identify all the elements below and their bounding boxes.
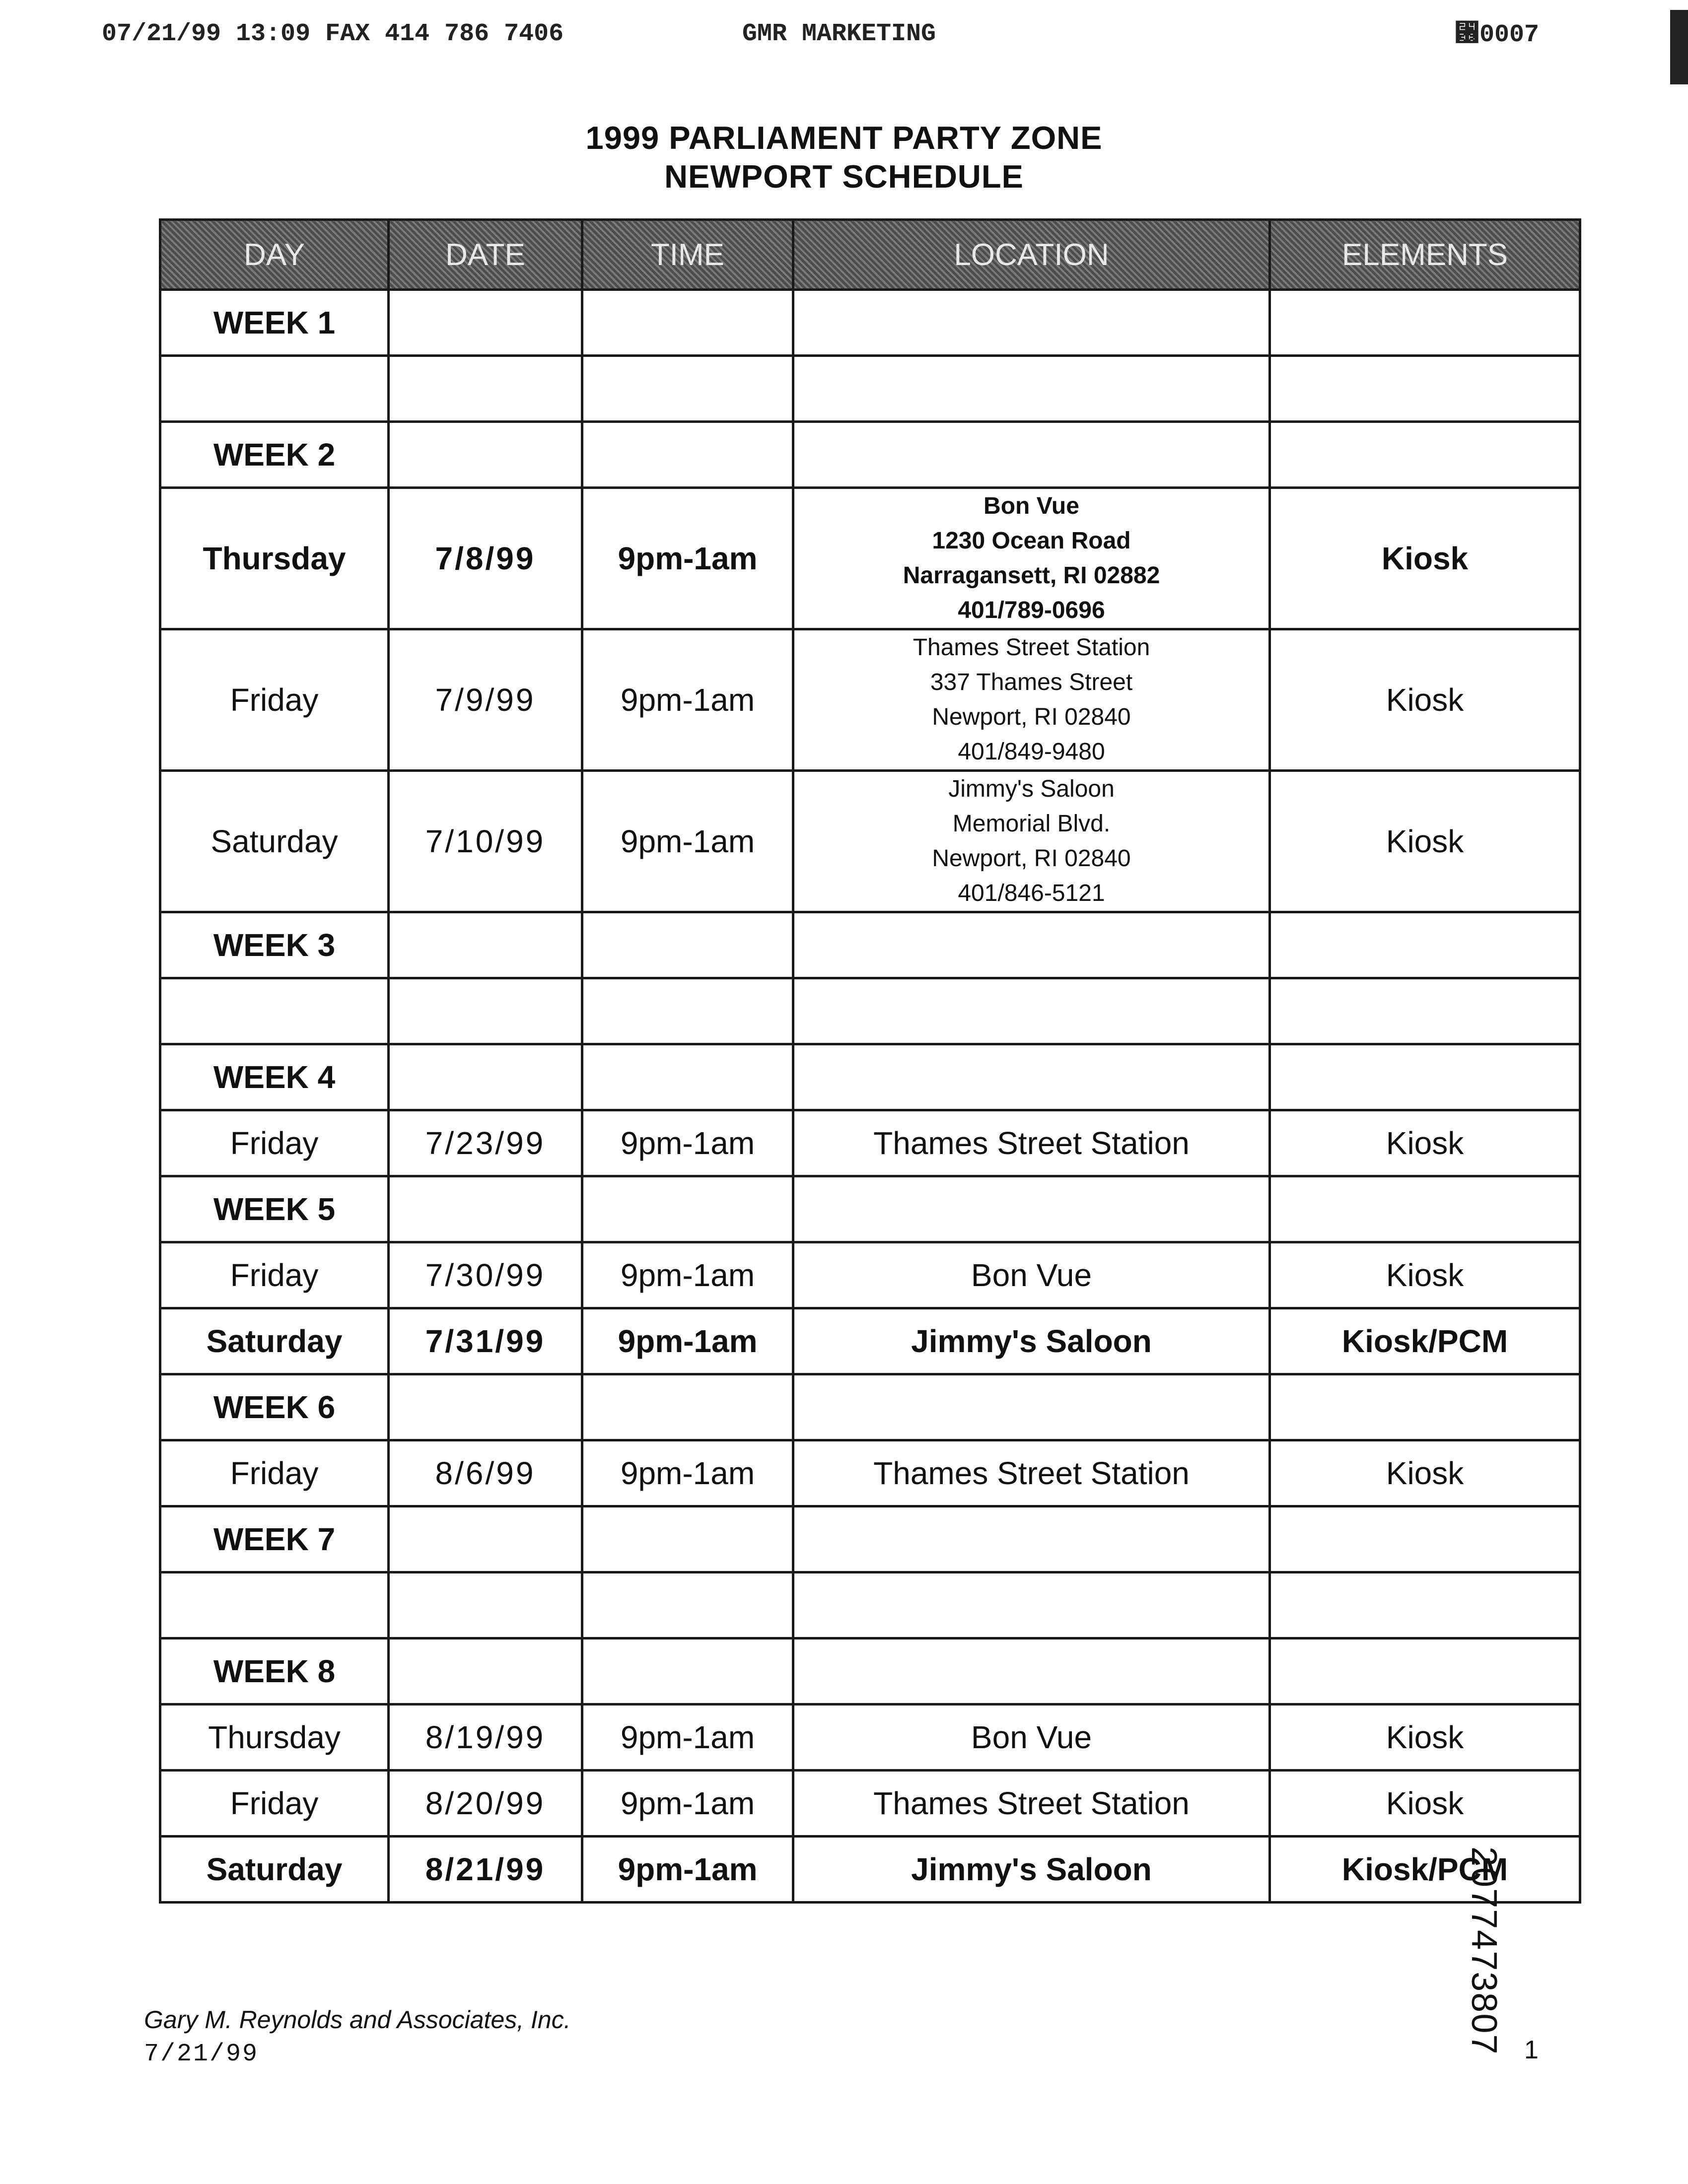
cell-time	[582, 356, 793, 422]
cell-elements: Kiosk	[1270, 771, 1580, 912]
cell-elements: Kiosk	[1270, 1440, 1580, 1506]
cell-time: 9pm-1am	[582, 1771, 793, 1837]
table-row	[160, 1308, 1580, 1374]
table-row	[160, 1705, 1580, 1771]
cell-date	[389, 356, 582, 422]
cell-elements: Kiosk	[1270, 488, 1580, 629]
cell-date	[389, 1506, 582, 1572]
cell-location	[793, 978, 1270, 1044]
cell-elements	[1270, 1374, 1580, 1440]
cell-time: 9pm-1am	[582, 488, 793, 629]
cell-date: 7/31/99	[389, 1308, 582, 1374]
cell-time	[582, 290, 793, 356]
document-subtitle: NEWPORT SCHEDULE	[664, 158, 1024, 195]
cell-day: WEEK 8	[160, 1638, 389, 1705]
cell-time	[582, 1374, 793, 1440]
cell-date	[389, 1044, 582, 1110]
cell-location	[793, 629, 1270, 771]
location-line: 337 Thames Street	[930, 669, 1133, 695]
cell-location: Thames Street Station	[793, 1440, 1270, 1506]
table-row	[160, 1638, 1580, 1705]
cell-location	[793, 1176, 1270, 1242]
cell-time: 9pm-1am	[582, 1440, 793, 1506]
cell-day: Friday	[160, 1110, 389, 1176]
location-line: Memorial Blvd.	[952, 811, 1111, 837]
cell-date: 7/23/99	[389, 1110, 582, 1176]
table-row	[160, 1572, 1580, 1638]
cell-date	[389, 978, 582, 1044]
table-row	[160, 1440, 1580, 1506]
location-line: 401/849-9480	[958, 739, 1105, 765]
cell-location	[793, 1374, 1270, 1440]
cell-date: 7/8/99	[389, 488, 582, 629]
fax-transmission-line: 07/21/99 13:09 FAX 414 786 7406	[102, 20, 564, 48]
cell-date: 7/30/99	[389, 1242, 582, 1308]
location-line: Jimmy's Saloon	[948, 776, 1115, 802]
cell-date	[389, 422, 582, 488]
cell-location	[793, 422, 1270, 488]
cell-location: Thames Street Station	[793, 1110, 1270, 1176]
cell-time: 9pm-1am	[582, 629, 793, 771]
cell-date	[389, 1572, 582, 1638]
cell-elements	[1270, 1176, 1580, 1242]
footer-company: Gary M. Reynolds and Associates, Inc.	[144, 2006, 571, 2034]
column-header-day: DAY	[160, 220, 389, 290]
page-number: 1	[1524, 2036, 1539, 2064]
table-row	[160, 422, 1580, 488]
cell-location	[793, 356, 1270, 422]
cell-location	[793, 1638, 1270, 1705]
cell-day: WEEK 1	[160, 290, 389, 356]
cell-elements: Kiosk	[1270, 1771, 1580, 1837]
cell-elements	[1270, 978, 1580, 1044]
table-row	[160, 488, 1580, 629]
fax-page-number: ␶0007	[1455, 21, 1540, 49]
location-line: Newport, RI 02840	[932, 845, 1131, 872]
cell-day: WEEK 7	[160, 1506, 389, 1572]
cell-time	[582, 912, 793, 978]
table-row	[160, 356, 1580, 422]
cell-time: 9pm-1am	[582, 1308, 793, 1374]
column-header-location: LOCATION	[793, 220, 1270, 290]
location-line: Bon Vue	[984, 493, 1079, 519]
cell-elements	[1270, 422, 1580, 488]
cell-date: 8/21/99	[389, 1837, 582, 1903]
cell-date: 8/20/99	[389, 1771, 582, 1837]
cell-location: Thames Street Station	[793, 1771, 1270, 1837]
cell-day: Thursday	[160, 1705, 389, 1771]
cell-day: WEEK 3	[160, 912, 389, 978]
table-header-row	[160, 220, 1580, 290]
column-header-time: TIME	[582, 220, 793, 290]
cell-date	[389, 1176, 582, 1242]
cell-time: 9pm-1am	[582, 1705, 793, 1771]
cell-day: Saturday	[160, 1308, 389, 1374]
cell-date	[389, 290, 582, 356]
fax-edge-mark	[1670, 10, 1688, 84]
table-row	[160, 1044, 1580, 1110]
cell-location	[793, 1044, 1270, 1110]
cell-day: Friday	[160, 1242, 389, 1308]
location-line: Newport, RI 02840	[932, 704, 1131, 730]
cell-day	[160, 356, 389, 422]
cell-location	[793, 488, 1270, 629]
location-line: Thames Street Station	[913, 634, 1150, 661]
location-line: 401/846-5121	[958, 880, 1105, 906]
cell-elements	[1270, 1638, 1580, 1705]
table-row	[160, 290, 1580, 356]
cell-date: 7/9/99	[389, 629, 582, 771]
cell-day	[160, 978, 389, 1044]
cell-location	[793, 1572, 1270, 1638]
location-line: Narragansett, RI 02882	[903, 562, 1160, 589]
cell-time	[582, 422, 793, 488]
cell-day: Thursday	[160, 488, 389, 629]
cell-time	[582, 1506, 793, 1572]
table-row	[160, 1176, 1580, 1242]
cell-elements: Kiosk	[1270, 1705, 1580, 1771]
cell-elements	[1270, 912, 1580, 978]
cell-elements	[1270, 1044, 1580, 1110]
cell-day	[160, 1572, 389, 1638]
cell-time: 9pm-1am	[582, 771, 793, 912]
document-title: 1999 PARLIAMENT PARTY ZONE	[585, 120, 1103, 156]
cell-date: 7/10/99	[389, 771, 582, 912]
footer-date: 7/21/99	[144, 2040, 259, 2068]
cell-elements: Kiosk	[1270, 1110, 1580, 1176]
column-header-date: DATE	[389, 220, 582, 290]
cell-location	[793, 1506, 1270, 1572]
table-row	[160, 629, 1580, 771]
cell-location: Jimmy's Saloon	[793, 1837, 1270, 1903]
cell-date	[389, 912, 582, 978]
cell-location	[793, 290, 1270, 356]
column-header-elements: ELEMENTS	[1270, 220, 1580, 290]
cell-day: Friday	[160, 629, 389, 771]
cell-location: Bon Vue	[793, 1705, 1270, 1771]
schedule-table	[159, 218, 1581, 1904]
cell-time	[582, 1044, 793, 1110]
cell-date	[389, 1638, 582, 1705]
cell-date: 8/19/99	[389, 1705, 582, 1771]
table-row	[160, 1506, 1580, 1572]
cell-date	[389, 1374, 582, 1440]
cell-location: Jimmy's Saloon	[793, 1308, 1270, 1374]
location-line: 1230 Ocean Road	[932, 528, 1131, 554]
cell-elements	[1270, 1506, 1580, 1572]
cell-elements	[1270, 290, 1580, 356]
cell-location	[793, 912, 1270, 978]
cell-elements: Kiosk/PCM	[1270, 1837, 1580, 1903]
cell-day: WEEK 4	[160, 1044, 389, 1110]
cell-day: Saturday	[160, 1837, 389, 1903]
cell-elements	[1270, 1572, 1580, 1638]
cell-location: Bon Vue	[793, 1242, 1270, 1308]
location-line: 401/789-0696	[958, 597, 1105, 623]
cell-time	[582, 1638, 793, 1705]
table-row	[160, 771, 1580, 912]
table-row	[160, 978, 1580, 1044]
cell-day: Friday	[160, 1771, 389, 1837]
fax-header	[0, 15, 1688, 60]
cell-time: 9pm-1am	[582, 1837, 793, 1903]
cell-day: Saturday	[160, 771, 389, 912]
cell-elements: Kiosk	[1270, 629, 1580, 771]
cell-time: 9pm-1am	[582, 1110, 793, 1176]
table-row	[160, 1374, 1580, 1440]
schedule-body	[160, 290, 1580, 1903]
table-row	[160, 1771, 1580, 1837]
cell-day: WEEK 6	[160, 1374, 389, 1440]
cell-day: WEEK 5	[160, 1176, 389, 1242]
table-row	[160, 912, 1580, 978]
cell-day: Friday	[160, 1440, 389, 1506]
table-row	[160, 1837, 1580, 1903]
table-row	[160, 1242, 1580, 1308]
cell-day: WEEK 2	[160, 422, 389, 488]
cell-time	[582, 1176, 793, 1242]
table-row	[160, 1110, 1580, 1176]
cell-time	[582, 978, 793, 1044]
cell-time: 9pm-1am	[582, 1242, 793, 1308]
document-id-number: 2077473807	[1464, 1846, 1504, 2055]
cell-location	[793, 771, 1270, 912]
cell-elements: Kiosk	[1270, 1242, 1580, 1308]
cell-time	[582, 1572, 793, 1638]
fax-sender: GMR MARKETING	[742, 20, 936, 48]
cell-elements: Kiosk/PCM	[1270, 1308, 1580, 1374]
cell-elements	[1270, 356, 1580, 422]
cell-date: 8/6/99	[389, 1440, 582, 1506]
